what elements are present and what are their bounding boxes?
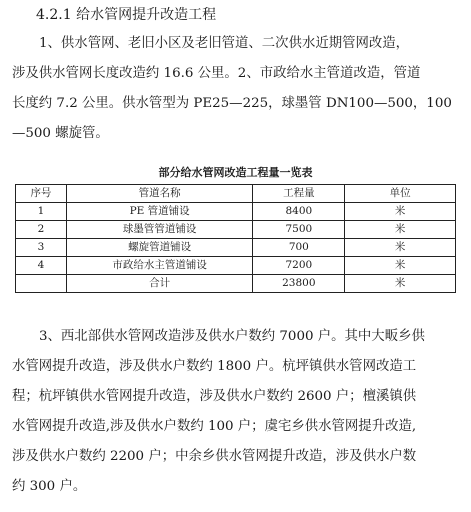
cell-quantity: 700 xyxy=(253,239,345,257)
cell-quantity: 8400 xyxy=(253,203,345,221)
cell-index xyxy=(16,275,67,293)
paragraph-line: 长度约 7.2 公里。供水管型为 PE25—225，球墨管 DN100—500，100 xyxy=(12,96,452,111)
paragraph-line: 程；杭坪镇供水管网提升改造，涉及供水户数约 2600 户；檀溪镇供 xyxy=(12,389,417,404)
header-pipe-name: 管道名称 xyxy=(66,185,253,203)
paragraph-pipe-network xyxy=(12,29,460,149)
paragraph-line: 1、供水管网、老旧小区及老旧管道、二次供水近期管网改造， xyxy=(39,36,410,51)
cell-pipe-name: 市政给水主管道铺设 xyxy=(66,257,253,275)
cell-quantity: 7500 xyxy=(253,221,345,239)
table-row xyxy=(16,257,456,275)
paragraph-line: 3、西北部供水管网改造涉及供水户数约 7000 户。其中大畈乡供 xyxy=(39,329,425,344)
table-total-row xyxy=(16,275,456,293)
table-header-row xyxy=(16,185,456,203)
paragraph-line: 约 300 户。 xyxy=(12,479,87,494)
paragraph-line: 涉及供水管网长度改造约 16.6 公里。2、市政给水主管道改造，管道 xyxy=(12,66,421,81)
cell-pipe-name: PE 管道铺设 xyxy=(66,203,253,221)
table-title: 部分给水管网改造工程量一览表 xyxy=(158,166,313,179)
cell-index: 3 xyxy=(16,239,67,257)
section-heading: 4.2.1 给水管网提升改造工程 xyxy=(36,7,217,23)
cell-quantity: 7200 xyxy=(253,257,345,275)
cell-pipe-name: 球墨管管道铺设 xyxy=(66,221,253,239)
pipe-work-table xyxy=(15,184,456,293)
paragraph-line: 水管网提升改造，涉及供水户数约 1800 户。杭坪镇供水管网改造工 xyxy=(12,359,417,374)
paragraph-line: —500 螺旋管。 xyxy=(12,126,109,141)
cell-unit: 米 xyxy=(345,221,456,239)
cell-unit: 米 xyxy=(345,257,456,275)
paragraph-line: 涉及供水户数约 2200 户；中余乡供水管网提升改造，涉及供水户数 xyxy=(12,449,417,464)
table-row xyxy=(16,203,456,221)
cell-index: 1 xyxy=(16,203,67,221)
cell-index: 2 xyxy=(16,221,67,239)
cell-total-quantity: 23800 xyxy=(253,275,345,293)
cell-total-label: 合计 xyxy=(66,275,253,293)
table-row xyxy=(16,239,456,257)
cell-total-unit: 米 xyxy=(345,275,456,293)
header-quantity: 工程量 xyxy=(253,185,345,203)
paragraph-northwest-households xyxy=(12,322,460,502)
table-row xyxy=(16,221,456,239)
header-unit: 单位 xyxy=(345,185,456,203)
cell-unit: 米 xyxy=(345,203,456,221)
cell-pipe-name: 螺旋管道铺设 xyxy=(66,239,253,257)
paragraph-line: 水管网提升改造,涉及供水户数约 100 户；虞宅乡供水管网提升改造, xyxy=(12,419,417,434)
header-index: 序号 xyxy=(16,185,67,203)
cell-index: 4 xyxy=(16,257,67,275)
cell-unit: 米 xyxy=(345,239,456,257)
